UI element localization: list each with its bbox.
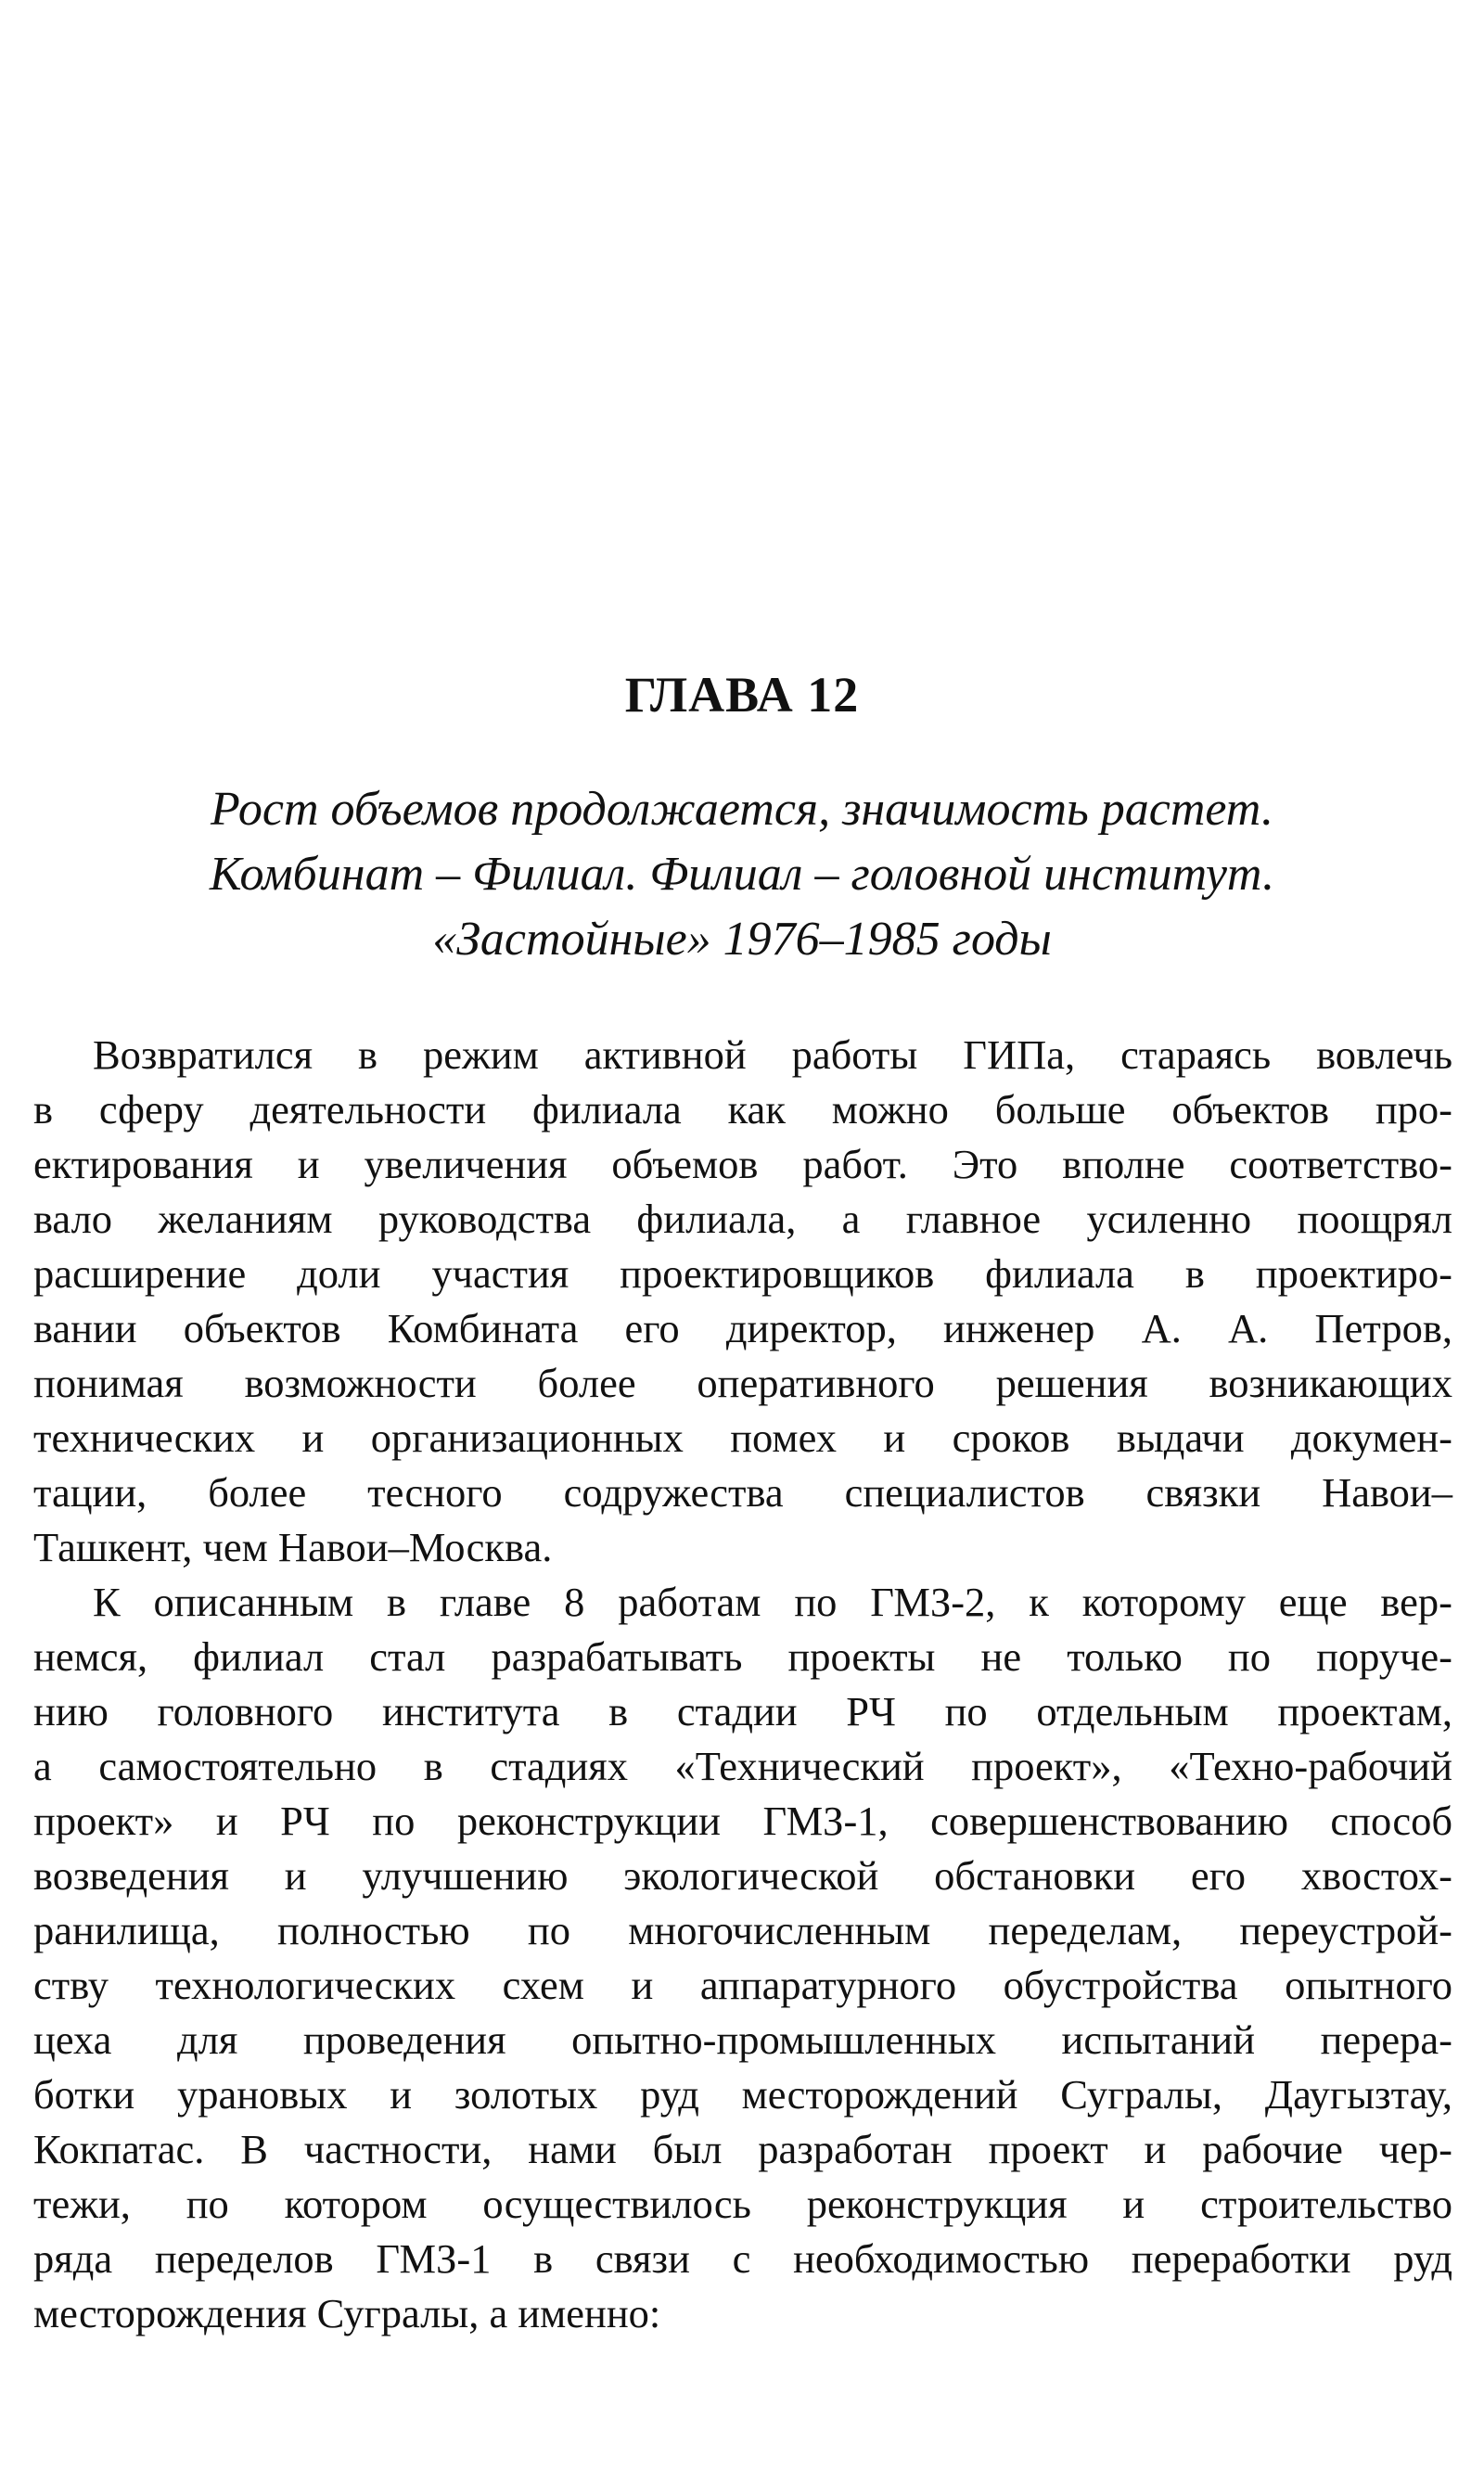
- paragraph-line: а самостоятельно в стадиях «Технический проект», «Техно-рабочий: [33, 1743, 1452, 1789]
- chapter-subtitle: [56, 777, 1428, 972]
- paragraph-line: вании объектов Комбината его директор, инженер А. А. Петров,: [33, 1305, 1452, 1351]
- paragraph-line: проект» и РЧ по реконструкции ГМЗ-1, совершенствованию способ: [33, 1798, 1452, 1844]
- paragraph-line: тежи, по котором осуществилось реконструкция и строительство: [33, 2181, 1452, 2227]
- paragraph-line: Возвратился в режим активной работы ГИПа, стараясь вовлечь: [93, 1031, 1452, 1078]
- paragraph-line: Кокпатас. В частности, нами был разработан проект и рабочие чер-: [33, 2126, 1452, 2172]
- paragraph-line: в сферу деятельности филиала как можно больше объектов про-: [33, 1086, 1452, 1133]
- paragraph-line: понимая возможности более оперативного решения возникающих: [33, 1360, 1452, 1406]
- paragraph-line: К описанным в главе 8 работам по ГМЗ-2, к которому еще вер-: [93, 1579, 1452, 1625]
- subtitle-line: Комбинат – Филиал. Филиал – головной институт.: [209, 848, 1275, 901]
- paragraph-line: цеха для проведения опытно-промышленных испытаний перера-: [33, 2016, 1452, 2063]
- paragraph-line: немся, филиал стал разрабатывать проекты не только по поруче-: [33, 1633, 1452, 1680]
- paragraph-line: нию головного института в стадии РЧ по отдельным проектам,: [33, 1688, 1452, 1734]
- paragraph-line: ектирования и увеличения объемов работ. Это вполне соответство-: [33, 1141, 1452, 1187]
- paragraph-line: Ташкент, чем Навои–Москва.: [33, 1524, 553, 1570]
- paragraph-line: возведения и улучшению экологической обстановки его хвостох-: [33, 1852, 1452, 1899]
- paragraph-line: ранилища, полностью по многочисленным переделам, переустрой-: [33, 1907, 1452, 1953]
- paragraph-line: расширение доли участия проектировщиков филиала в проектиро-: [33, 1250, 1452, 1297]
- subtitle-line: Рост объемов продолжается, значимость растет.: [210, 783, 1273, 836]
- paragraph-line: тации, более тесного содружества специалистов связки Навои–: [33, 1469, 1452, 1516]
- paragraph-line: технических и организационных помех и сроков выдачи докумен-: [33, 1414, 1452, 1461]
- subtitle-line: «Застойные» 1976–1985 годы: [432, 913, 1052, 966]
- paragraph-line: месторождения Сугралы, а именно:: [33, 2290, 661, 2336]
- chapter-heading: ГЛАВА 12: [624, 667, 860, 723]
- paragraph-line: ботки урановых и золотых руд месторождений Сугралы, Даугызтау,: [33, 2071, 1452, 2118]
- body-text: [33, 1028, 1452, 2341]
- paragraph-line: вало желаниям руководства филиала, а главное усиленно поощрял: [33, 1196, 1452, 1242]
- paragraph-line: ряда переделов ГМЗ-1 в связи с необходимостью переработки руд: [33, 2235, 1452, 2282]
- paragraph-line: ству технологических схем и аппаратурного обустройства опытного: [33, 1962, 1452, 2008]
